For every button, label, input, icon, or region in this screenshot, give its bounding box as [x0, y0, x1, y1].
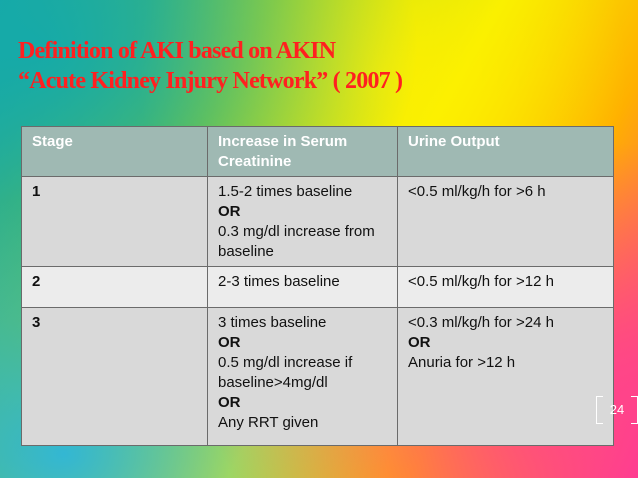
- criterion-text: Any RRT given: [218, 414, 319, 431]
- slide-title-line-1: Definition of AKI based on AKIN: [18, 38, 336, 64]
- table-row: [22, 177, 614, 267]
- criterion-text: <0.5 ml/kg/h for >6 h: [408, 183, 546, 200]
- criterion-text: 0.5 mg/dl increase if baseline>4mg/dl: [218, 354, 353, 391]
- table-row: [22, 267, 614, 308]
- or-label: OR: [218, 394, 241, 411]
- creatinine-cell: [208, 267, 398, 308]
- stage-cell: 1: [22, 177, 208, 267]
- criterion-text: <0.5 ml/kg/h for >12 h: [408, 273, 554, 290]
- akin-criteria-table: [21, 126, 614, 446]
- or-label: OR: [218, 334, 241, 351]
- criterion-text: <0.3 ml/kg/h for >24 h: [408, 314, 554, 331]
- or-label: OR: [218, 203, 241, 220]
- header-stage: Stage: [22, 127, 208, 177]
- criterion-text: Anuria for >12 h: [408, 354, 516, 371]
- slide-page-number: 24: [600, 398, 634, 422]
- criterion-text: 3 times baseline: [218, 314, 327, 331]
- header-urine-output: Urine Output: [398, 127, 614, 177]
- creatinine-cell: [208, 177, 398, 267]
- urine-output-cell: [398, 267, 614, 308]
- slide-title-line-2: “Acute Kidney Injury Network” ( 2007 ): [18, 68, 403, 94]
- criterion-text: 1.5-2 times baseline: [218, 183, 353, 200]
- header-creatinine: Increase in Serum Creatinine: [208, 127, 398, 177]
- urine-output-cell: [398, 308, 614, 446]
- stage-cell: 3: [22, 308, 208, 446]
- stage-cell: 2: [22, 267, 208, 308]
- criterion-text: 0.3 mg/dl increase from baseline: [218, 223, 375, 260]
- creatinine-cell: [208, 308, 398, 446]
- table-row: [22, 308, 614, 446]
- or-label: OR: [408, 334, 431, 351]
- slide-title: [18, 36, 402, 96]
- urine-output-cell: [398, 177, 614, 267]
- table-header-row: [22, 127, 614, 177]
- criterion-text: 2-3 times baseline: [218, 273, 340, 290]
